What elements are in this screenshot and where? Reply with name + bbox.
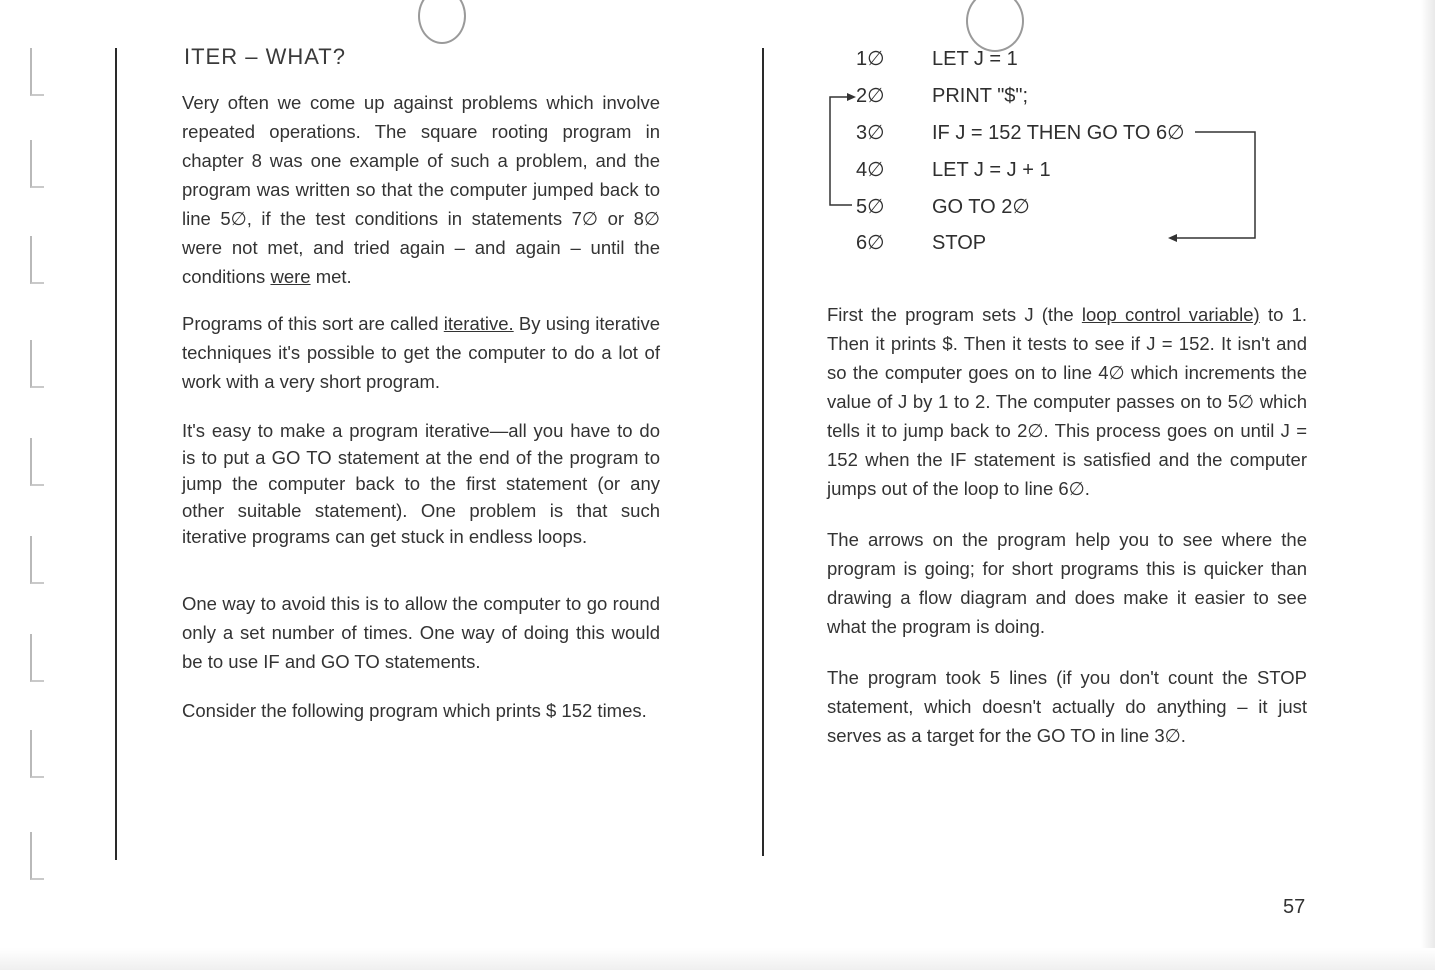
paragraph-avoid-loops: One way to avoid this is to allow the computer to go round only a set number of times. One way of doing this would be to use IF and GO TO statements. (182, 592, 660, 672)
page-number: 57 (1283, 896, 1306, 918)
program-line: 3∅ IF J = 152 THEN GO TO 6∅ (856, 122, 1185, 144)
spiral-binding (22, 40, 52, 900)
program-line: 2∅ PRINT "$"; (856, 85, 1029, 107)
paragraph-arrows: The arrows on the program help you to see where the program is going; for short programs this is quicker than drawing a flow diagram and does make it easier to see what the program is doing. (827, 529, 1307, 637)
program-line: 6∅ STOP (856, 232, 987, 254)
program-line: 5∅ GO TO 2∅ (856, 196, 1030, 218)
paragraph-explanation: First the program sets J (the loop control variable) to 1. Then it prints $. Then it tests to see if J = 152. It isn't and so the computer goes on to line 4∅ which increments the value of J by 1 to 2. The computer passes on to 5∅ which tells it to jump back to 2∅. This process goes on until J = 152 when the IF statement is satisfied and the computer jumps out of the loop to line 6∅. (827, 304, 1308, 499)
paragraph-consider-program: Consider the following program which prints $ 152 times. (182, 699, 647, 721)
punch-hole-left (418, 0, 466, 44)
right-column (827, 300, 1307, 750)
program-listing (840, 42, 1300, 272)
left-margin-rule (115, 48, 117, 860)
page-edge-shadow (1421, 0, 1435, 970)
paragraph-iterative: Programs of this sort are called iterative. By using iterative techniques it's possible to get the computer to do a lot of work with a very short program. (182, 313, 660, 392)
page-bottom-shadow (0, 948, 1435, 970)
page-heading: ITER – WHAT? (184, 44, 346, 69)
paragraph-make-iterative: It's easy to make a program iterative—all you have to do is to put a GO TO statement at the end of the program to jump the computer back to the first statement (or any other suitable statement). One problem is that such iterative programs can get stuck in endless loops. (182, 420, 660, 547)
paragraph-line-count: The program took 5 lines (if you don't count the STOP statement, which doesn't actually do anything – it just serves as a target for the GO TO in line 3∅. (827, 667, 1307, 746)
center-rule (762, 48, 764, 856)
left-column (182, 44, 660, 725)
program-line: 4∅ LET J = J + 1 (856, 159, 1051, 181)
paragraph-repeated-operations: Very often we come up against problems which involve repeated operations. The square rooting program in chapter 8 was one example of such a problem, and the program was written so that the computer jumped back to line 5∅, if the test conditions in statements 7∅ or 8∅ were not met, and tried again – and again – until the conditions were met. (182, 92, 660, 287)
program-line: 1∅ LET J = 1 (856, 48, 1018, 70)
